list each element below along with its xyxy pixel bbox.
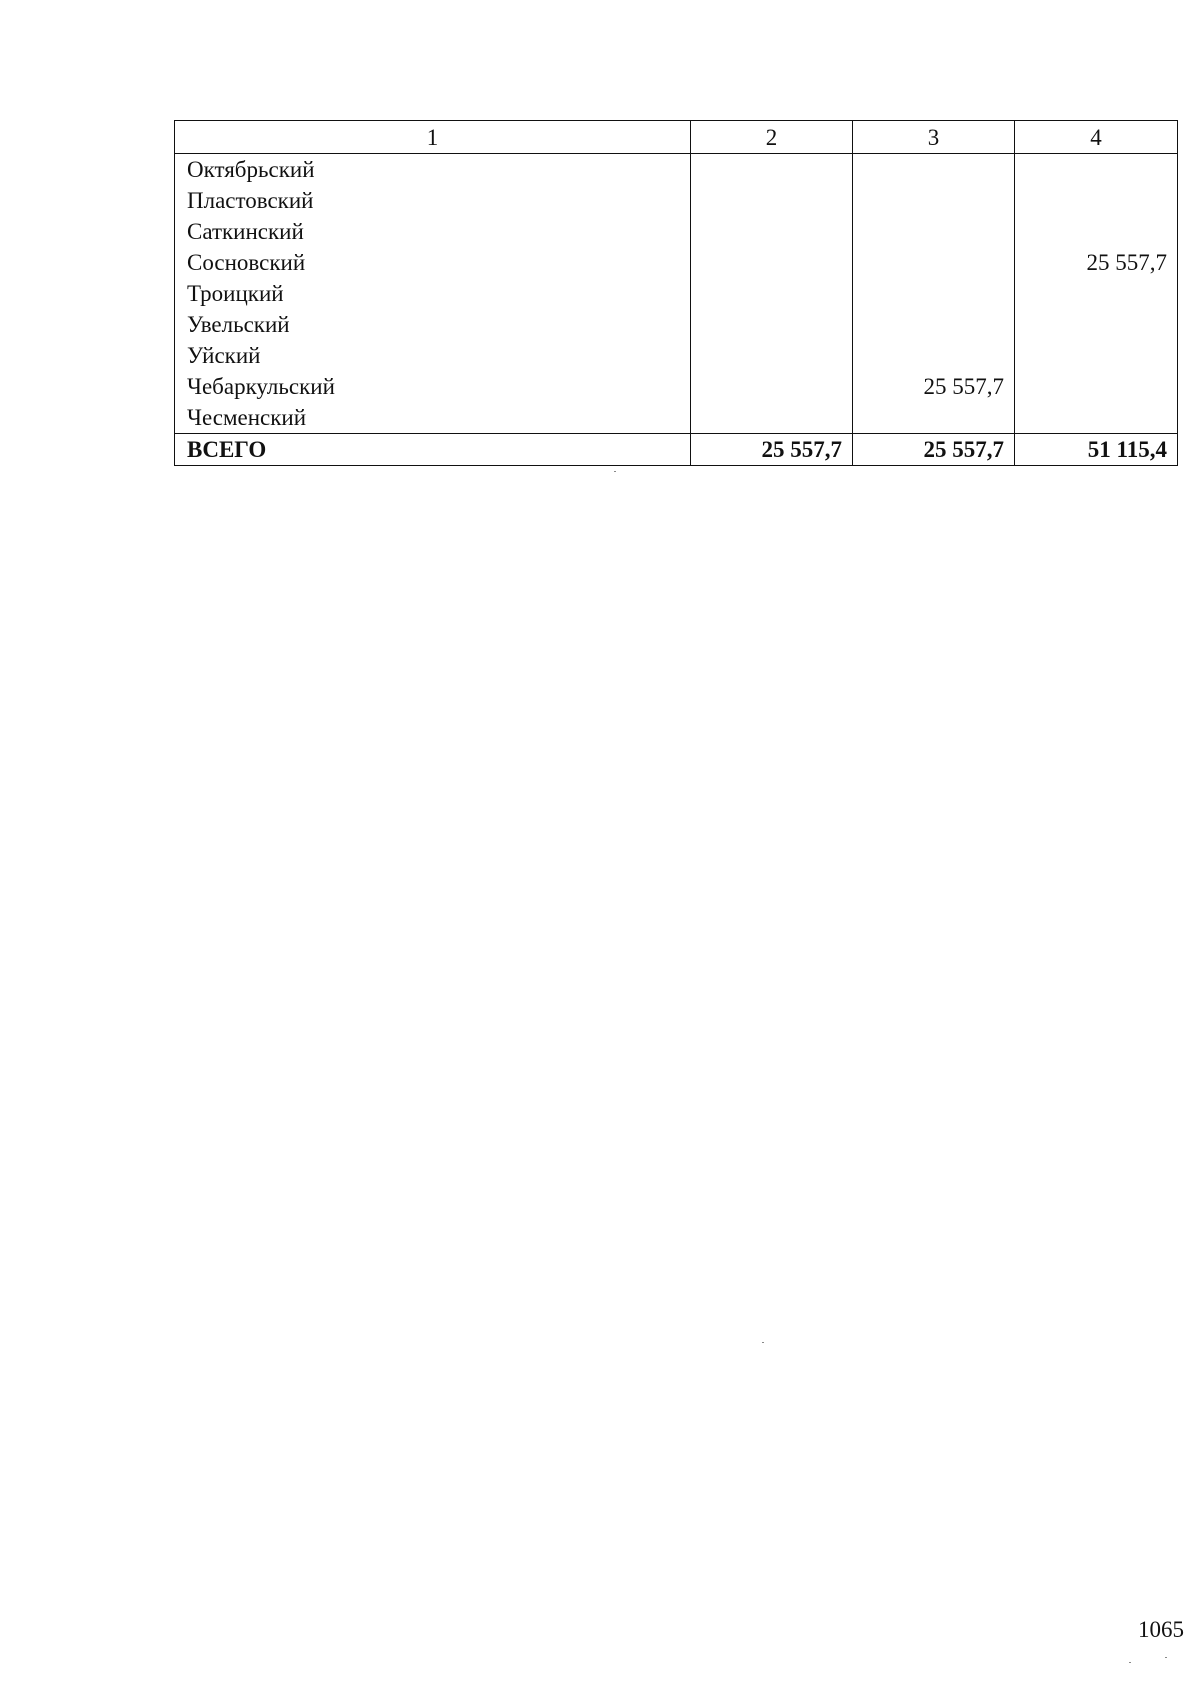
cell-col-3 <box>853 309 1015 340</box>
cell-col-3 <box>853 278 1015 309</box>
table-row <box>175 278 1178 309</box>
cell-col-4 <box>1015 185 1178 216</box>
column-header-2: 2 <box>691 121 853 154</box>
total-col-3: 25 557,7 <box>853 434 1015 466</box>
column-header-3: 3 <box>853 121 1015 154</box>
column-header-1: 1 <box>175 121 691 154</box>
scan-speck <box>614 471 616 472</box>
cell-col-2 <box>691 247 853 278</box>
cell-col-2 <box>691 402 853 434</box>
cell-col-4 <box>1015 371 1178 402</box>
total-col-4: 51 115,4 <box>1015 434 1178 466</box>
district-name: Уйский <box>175 340 691 371</box>
district-name: Пластовский <box>175 185 691 216</box>
header-row <box>175 121 1178 154</box>
total-col-2: 25 557,7 <box>691 434 853 466</box>
cell-col-4 <box>1015 154 1178 186</box>
column-header-4: 4 <box>1015 121 1178 154</box>
district-name: Троицкий <box>175 278 691 309</box>
cell-col-2 <box>691 216 853 247</box>
cell-col-4 <box>1015 309 1178 340</box>
district-name: Октябрьский <box>175 154 691 186</box>
table-row <box>175 340 1178 371</box>
cell-col-2 <box>691 371 853 402</box>
district-name: Чесменский <box>175 402 691 434</box>
district-name: Саткинский <box>175 216 691 247</box>
allocation-table <box>174 120 1178 466</box>
cell-col-4 <box>1015 402 1178 434</box>
scan-speck <box>1129 1662 1131 1663</box>
cell-col-3: 25 557,7 <box>853 371 1015 402</box>
cell-col-2 <box>691 154 853 186</box>
scan-speck <box>1165 1657 1167 1658</box>
cell-col-3 <box>853 247 1015 278</box>
table-row <box>175 309 1178 340</box>
cell-col-4: 25 557,7 <box>1015 247 1178 278</box>
table-row <box>175 185 1178 216</box>
total-row <box>175 434 1178 466</box>
cell-col-4 <box>1015 278 1178 309</box>
cell-col-3 <box>853 154 1015 186</box>
cell-col-3 <box>853 216 1015 247</box>
table-row <box>175 402 1178 434</box>
cell-col-2 <box>691 278 853 309</box>
cell-col-3 <box>853 185 1015 216</box>
cell-col-4 <box>1015 340 1178 371</box>
table-row <box>175 216 1178 247</box>
table-row <box>175 247 1178 278</box>
district-name: Сосновский <box>175 247 691 278</box>
cell-col-2 <box>691 340 853 371</box>
table-row <box>175 154 1178 186</box>
table-row <box>175 371 1178 402</box>
scan-speck <box>762 1342 764 1343</box>
district-name: Увельский <box>175 309 691 340</box>
cell-col-2 <box>691 185 853 216</box>
cell-col-4 <box>1015 216 1178 247</box>
cell-col-2 <box>691 309 853 340</box>
total-label: ВСЕГО <box>175 434 691 466</box>
district-name: Чебаркульский <box>175 371 691 402</box>
page-number: 1065 <box>1138 1617 1184 1642</box>
cell-col-3 <box>853 402 1015 434</box>
cell-col-3 <box>853 340 1015 371</box>
